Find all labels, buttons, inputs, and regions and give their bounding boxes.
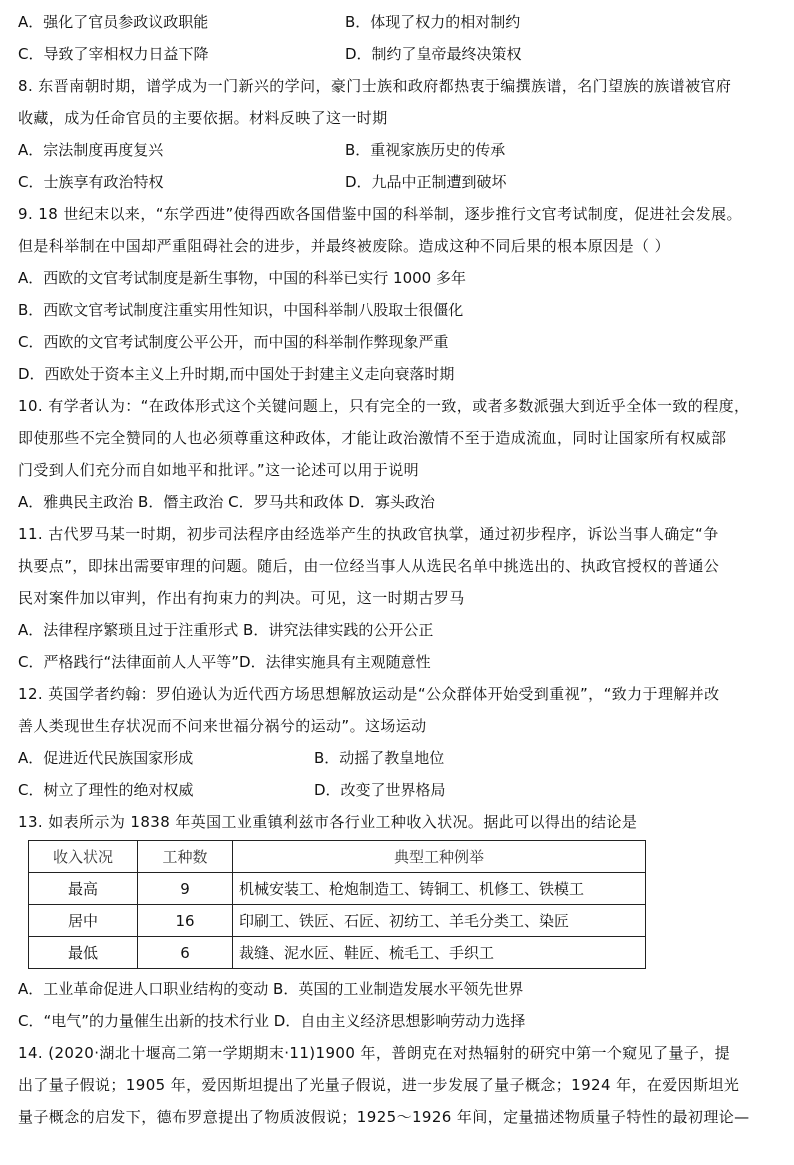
q9-option-a[interactable]: A．西欧的文官考试制度是新生事物，中国的科举已实行 1000 多年 [18,269,466,287]
table-cell: 裁缝、泥水匠、鞋匠、梳毛工、手织工 [233,937,646,969]
table-cell: 最高 [29,873,138,905]
q12-option-a[interactable]: A．促进近代民族国家形成 [18,749,194,767]
q7-options-row2 [18,38,778,70]
q11-options-cd[interactable]: C．严格践行“法律面前人人平等”D．法律实施具有主观随意性 [18,653,431,671]
q9-option-b[interactable]: B．西欧文官考试制度注重实用性知识，中国科举制八股取士很僵化 [18,301,464,319]
q13-stem: 13. 如表所示为 1838 年英国工业重镇利兹市各行业工种收入状况。据此可以得出的结论是 [18,813,638,831]
table-header-cell: 工种数 [138,841,233,873]
table-row [29,905,646,937]
q11-stem-line-3: 民对案件加以审判，作出有拘束力的判决。可见，这一时期古罗马 [18,589,465,607]
q7-option-c[interactable]: C．导致了宰相权力日益下降 [18,45,209,63]
income-table [28,840,646,969]
q12-option-b[interactable]: B．动摇了教皇地位 [314,749,445,767]
q10-stem-line-1: 10. 有学者认为：“在政体形式这个关键问题上，只有完全的一致，或者多数派强大到近乎全体一致的程度， [18,397,750,415]
q12-options-row1 [18,742,778,774]
exam-page [0,6,794,1165]
q12-options-row2 [18,774,778,806]
q7-options-row1 [18,6,778,38]
q10-options[interactable]: A．雅典民主政治 B．僭主政治 C．罗马共和政体 D．寡头政治 [18,493,435,511]
q14-stem-line-1: 14. (2020·湖北十堰高二第一学期期末·11)1900 年，普朗克在对热辐射的研究中第一个窥见了量子，提 [18,1044,731,1062]
table-cell: 居中 [29,905,138,937]
q11-stem-line-2: 执要点”，即抹出需要审理的问题。随后，由一位经当事人从选民名单中挑选出的、执政官授权的普通公 [18,557,720,575]
q12-option-d[interactable]: D．改变了世界格局 [314,781,446,799]
table-header-cell: 收入状况 [29,841,138,873]
q8-option-c[interactable]: C．士族享有政治特权 [18,173,164,191]
table-row [29,937,646,969]
q11-options-ab[interactable]: A．法律程序繁琐且过于注重形式 B．讲究法律实践的公开公正 [18,621,434,639]
table-cell: 16 [138,905,233,937]
q8-stem-line-1: 8. 东晋南朝时期，谱学成为一门新兴的学问，豪门士族和政府都热衷于编撰族谱，名门望族的族谱被官府 [18,77,732,95]
q9-stem-line-2: 但是科举制在中国却严重阻碍社会的进步，并最终被废除。造成这种不同后果的根本原因是（ ） [18,237,670,255]
q8-option-d[interactable]: D．九品中正制遭到破坏 [345,173,507,191]
q8-option-b[interactable]: B．重视家族历史的传承 [345,141,506,159]
q14-stem-line-3: 量子概念的启发下，德布罗意提出了物质波假说；1925～1926 年间，定量描述物质量子特性的最初理论— [18,1108,750,1126]
q8-options-row1 [18,134,778,166]
table-cell: 印刷工、铁匠、石匠、初纺工、羊毛分类工、染匠 [233,905,646,937]
table-cell: 9 [138,873,233,905]
q9-option-d[interactable]: D．西欧处于资本主义上升时期,而中国处于封建主义走向衰落时期 [18,365,455,383]
q10-stem-line-2: 即使那些不完全赞同的人也必须尊重这种政体，才能让政治激情不至于造成流血，同时让国家所有权威部 [18,429,727,447]
table-header-cell: 典型工种例举 [233,841,646,873]
q9-stem-line-1: 9. 18 世纪末以来，“东学西进”使得西欧各国借鉴中国的科举制，逐步推行文官考试制度，促进社会发展。 [18,205,742,223]
q8-options-row2 [18,166,778,198]
q13-options-ab[interactable]: A．工业革命促进人口职业结构的变动 B．英国的工业制造发展水平领先世界 [18,980,524,998]
q12-stem-line-1: 12. 英国学者约翰：罗伯逊认为近代西方场思想解放运动是“公众群体开始受到重视”，“致力于理解并改 [18,685,720,703]
q13-options-cd[interactable]: C．“电气”的力量催生出新的技术行业 D．自由主义经济思想影响劳动力选择 [18,1012,526,1030]
table-row [29,873,646,905]
table-cell: 6 [138,937,233,969]
table-cell: 机械安装工、枪炮制造工、铸铜工、机修工、铁模工 [233,873,646,905]
q10-stem-line-3: 门受到人们充分而自如地平和批评。”这一论述可以用于说明 [18,461,420,479]
q8-option-a[interactable]: A．宗法制度再度复兴 [18,141,164,159]
q12-option-c[interactable]: C．树立了理性的绝对权威 [18,781,194,799]
q7-option-b[interactable]: B．体现了权力的相对制约 [345,13,521,31]
q12-stem-line-2: 善人类现世生存状况而不问来世福分祸兮的运动”。这场运动 [18,717,427,735]
table-header-row [29,841,646,873]
q8-stem-line-2: 收藏，成为任命官员的主要依据。材料反映了这一时期 [18,109,388,127]
table-cell: 最低 [29,937,138,969]
q9-option-c[interactable]: C．西欧的文官考试制度公平公开，而中国的科举制作弊现象严重 [18,333,449,351]
q14-stem-line-2: 出了量子假说；1905 年，爱因斯坦提出了光量子假说，进一步发展了量子概念；1924 年，在爱因斯坦光 [18,1076,740,1094]
q7-option-a[interactable]: A．强化了官员参政议政职能 [18,13,209,31]
q11-stem-line-1: 11. 古代罗马某一时期，初步司法程序由经选举产生的执政官执掌，通过初步程序，诉讼当事人确定“争 [18,525,719,543]
q7-option-d[interactable]: D．制约了皇帝最终决策权 [345,45,522,63]
